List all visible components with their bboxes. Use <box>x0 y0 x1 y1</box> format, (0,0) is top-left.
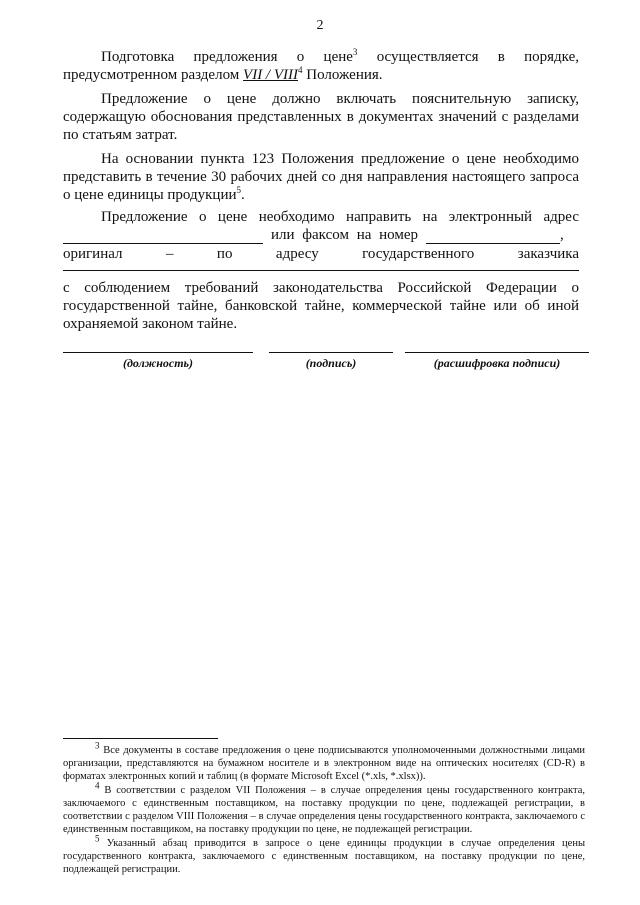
section-reference: VII / VIII <box>243 67 298 83</box>
submission-line-original: оригинал – по адресу государственного заказчика <box>63 246 579 262</box>
paragraph-secrecy: с соблюдением требований законодательства Российской Федерации о государственной тайне, банковской тайне, коммерческой тайне или об иной охраняемой законом тайне. <box>63 280 579 332</box>
paragraph-preparation: Подготовка предложения о цене$^3$ осуществляется в порядке, предусмотренном разделом VII / VIII$^4$ Положения. <box>63 47 580 83</box>
submission-line-email: Предложение о цене необходимо направить на электронный адрес <box>101 209 579 225</box>
signature-line <box>269 352 393 353</box>
address-blank <box>63 270 579 271</box>
signature-block <box>63 352 589 382</box>
signature-caption: (подпись) <box>305 356 357 370</box>
footnote-4: $^4$ В соответствии с разделом VII Положения – в случае определения цены государственного контракта, заключаемого с единственным поставщиком, на поставку продукции по цене, подлежащей регистрации, в соответствии с разделом VIII Положения – в случае определения цены государственного контракта, заключаемого с единственным поставщиком, на поставку продукции по цене, не подлежащей регистрации. <box>63 780 585 835</box>
document-body <box>63 48 579 339</box>
footnote-3: $^3$ Все документы в составе предложения о цене подписываются уполномоченными должностными лицами организации, представляются на бумажном носителе и в электронном виде на оптических носителях (CD-R) в форматах электронных копий и таблиц (в формате Microsoft Excel (*.xls, *.xlsx)). <box>63 740 585 782</box>
footnote-ref-3: 3 <box>352 47 358 57</box>
paragraph-deadline: На основании пункта 123 Положения предложение о цене необходимо представить в течение 30 рабочих дней со дня направления настоящего запроса о цене единицы продукции$^5$. <box>63 151 579 203</box>
footnote-separator <box>63 738 218 739</box>
position-line <box>63 352 253 353</box>
fax-blank <box>426 229 560 244</box>
signature-decode-line <box>405 352 589 353</box>
email-blank <box>63 229 263 244</box>
paragraph-explanatory-note: Предложение о цене должно включать пояснительную записку, содержащую обоснования представленных в документах значений с разделами по статьям затрат. <box>63 91 579 143</box>
submission-line-fax: или факсом на номер , <box>63 226 579 244</box>
footnote-5: $^5$ Указанный абзац приводится в запросе о цене единицы продукции в случае определения цены государственного контракта, заключаемого с единственным поставщиком, на поставку продукции по цене, подлежащей регистрации. <box>63 833 585 875</box>
footnote-ref-5: 5 <box>236 185 241 195</box>
paragraph-submission <box>63 208 579 271</box>
footnotes <box>63 740 585 877</box>
footnote-ref-4: 4 <box>298 65 303 75</box>
signature-decode-caption: (расшифровка подписи) <box>433 356 561 370</box>
page-number: 2 <box>316 18 324 33</box>
position-caption: (должность) <box>122 356 194 370</box>
